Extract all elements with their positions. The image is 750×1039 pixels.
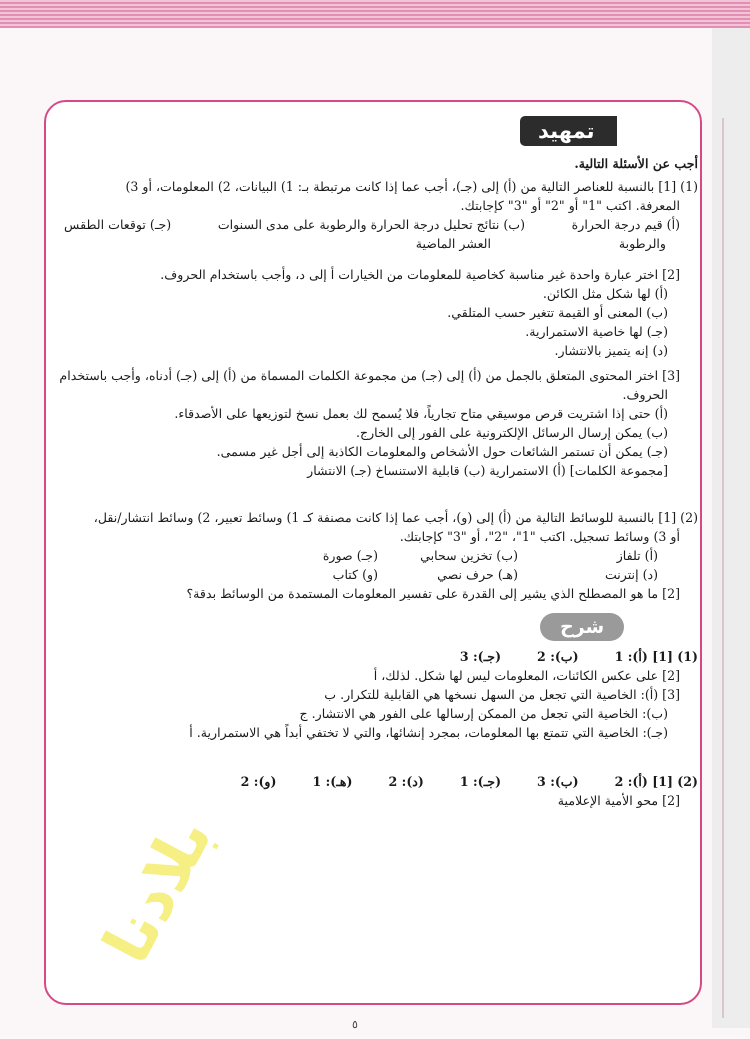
q2-item-d: (د) إنه يتميز بالانتشار. bbox=[554, 343, 668, 358]
heading-intro-badge: تمهيد bbox=[520, 116, 617, 146]
q3-stem-line1: [3] اختر المحتوى المتعلق بالجمل من (أ) إلى (جـ) من مجموعة الكلمات المسماة من (أ) إلى (جـ) أدناه، وأجب باستخدام bbox=[59, 368, 680, 383]
q3-item-c: (جـ) يمكن أن تستمر الشائعات حول الأشخاص والمعلومات الكاذبة إلى أجل غير مسمى. bbox=[216, 444, 668, 459]
page-content bbox=[58, 112, 698, 992]
q3-item-b: (ب) يمكن إرسال الرسائل الإلكترونية على الفور إلى الخارج. bbox=[355, 425, 668, 440]
q4-option-e: (هـ) حرف نصي bbox=[437, 567, 518, 582]
answer-1-3b: (ب): الخاصية التي تجعل من الممكن إرسالها على الفور هي الانتشار. ج bbox=[299, 706, 668, 721]
answer-1-3c: (جـ): الخاصية التي تتمتع بها المعلومات، بمجرد إنشائها، والتي لا تختفي أبداً هي الاستمرارية. أ bbox=[189, 725, 668, 740]
q1-option-c: (جـ) توقعات الطقس bbox=[64, 217, 172, 232]
q3-item-a: (أ) حتى إذا اشتريت قرص موسيقي متاح تجارياً، فلا يُسمح لك بعمل نسخ لتوزيعها على الأصدقاء. bbox=[174, 406, 668, 421]
q4-line1: (2) [1] بالنسبة للوسائط التالية من (أ) إلى (و)، أجب عما إذا كانت مصنفة كـ 1) وسائط تعبير، 2) وسائط انتشار/نقل، bbox=[93, 510, 698, 525]
page-number: ٥ bbox=[352, 1018, 358, 1031]
q2-item-c: (جـ) لها خاصية الاستمرارية. bbox=[525, 324, 668, 339]
q3-wordgroup: [مجموعة الكلمات] (أ) الاستمرارية (ب) قابلية الاستنساخ (جـ) الانتشار bbox=[307, 463, 668, 478]
heading-explain-badge: شرح bbox=[540, 613, 624, 641]
q3-stem-line2: الحروف. bbox=[622, 387, 668, 402]
q4-option-d: (د) إنترنت bbox=[604, 567, 658, 582]
answer-2-1: (2) [1] (أ): 2 (ب): 3 (جـ): 1 (د): 2 (هـ): 1 (و): 2 bbox=[240, 774, 698, 789]
q4-option-c: (جـ) صورة bbox=[322, 548, 378, 563]
q4-options-row1 bbox=[238, 546, 698, 565]
q4-options-row2 bbox=[238, 565, 698, 584]
q4-option-b: (ب) تخزين سحابي bbox=[420, 548, 518, 563]
q4-line2: أو 3) وسائط تسجيل. اكتب "1"، "2"، أو "3" كإجابتك. bbox=[399, 529, 680, 544]
answer-2-2: [2] محو الأمية الإعلامية bbox=[557, 793, 680, 808]
answer-1-3a: [3] (أ): الخاصية التي تجعل من السهل نسخها هي القابلية للتكرار. ب bbox=[324, 687, 680, 702]
top-decor-band bbox=[0, 0, 750, 28]
q1-option-a: (أ) قيم درجة الحرارة bbox=[571, 217, 680, 232]
q4-option-a: (أ) تلفاز bbox=[616, 548, 658, 563]
q1-option-a-cont: والرطوبة bbox=[618, 236, 666, 251]
svg-text:بلادنا: بلادنا bbox=[89, 804, 228, 976]
q2-item-b: (ب) المعنى أو القيمة تتغير حسب المتلقي. bbox=[447, 305, 668, 320]
q4-option-f: (و) كتاب bbox=[332, 567, 378, 582]
q1-option-b: (ب) نتائج تحليل درجة الحرارة والرطوبة على مدى السنوات bbox=[217, 217, 526, 232]
q4-question2: [2] ما هو المصطلح الذي يشير إلى القدرة على تفسير المعلومات المستمدة من الوسائط بدقة؟ bbox=[186, 586, 680, 601]
q1-line1: (1) [1] بالنسبة للعناصر التالية من (أ) إلى (جـ)، أجب عما إذا كانت مرتبطة بـ: 1) البيانات، 2) المعلومات، أو 3) bbox=[125, 179, 698, 194]
q2-item-a: (أ) لها شكل مثل الكائن. bbox=[542, 286, 668, 301]
answer-1-2: [2] على عكس الكائنات، المعلومات ليس لها شكل. لذلك، أ bbox=[373, 668, 680, 683]
q1-line2: المعرفة. اكتب "1" أو "2" أو "3" كإجابتك. bbox=[460, 198, 680, 213]
q2-stem: [2] اختر عبارة واحدة غير مناسبة كخاصية للمعلومات من الخيارات أ إلى د، وأجب باستخدام الحروف. bbox=[160, 267, 680, 282]
next-page-edge bbox=[712, 28, 750, 1028]
instruction: أجب عن الأسئلة التالية. bbox=[574, 156, 698, 171]
answer-1-1: (1) [1] (أ): 1 (ب): 2 (جـ): 3 bbox=[459, 649, 698, 664]
q1-option-b-cont: العشر الماضية bbox=[415, 236, 491, 251]
